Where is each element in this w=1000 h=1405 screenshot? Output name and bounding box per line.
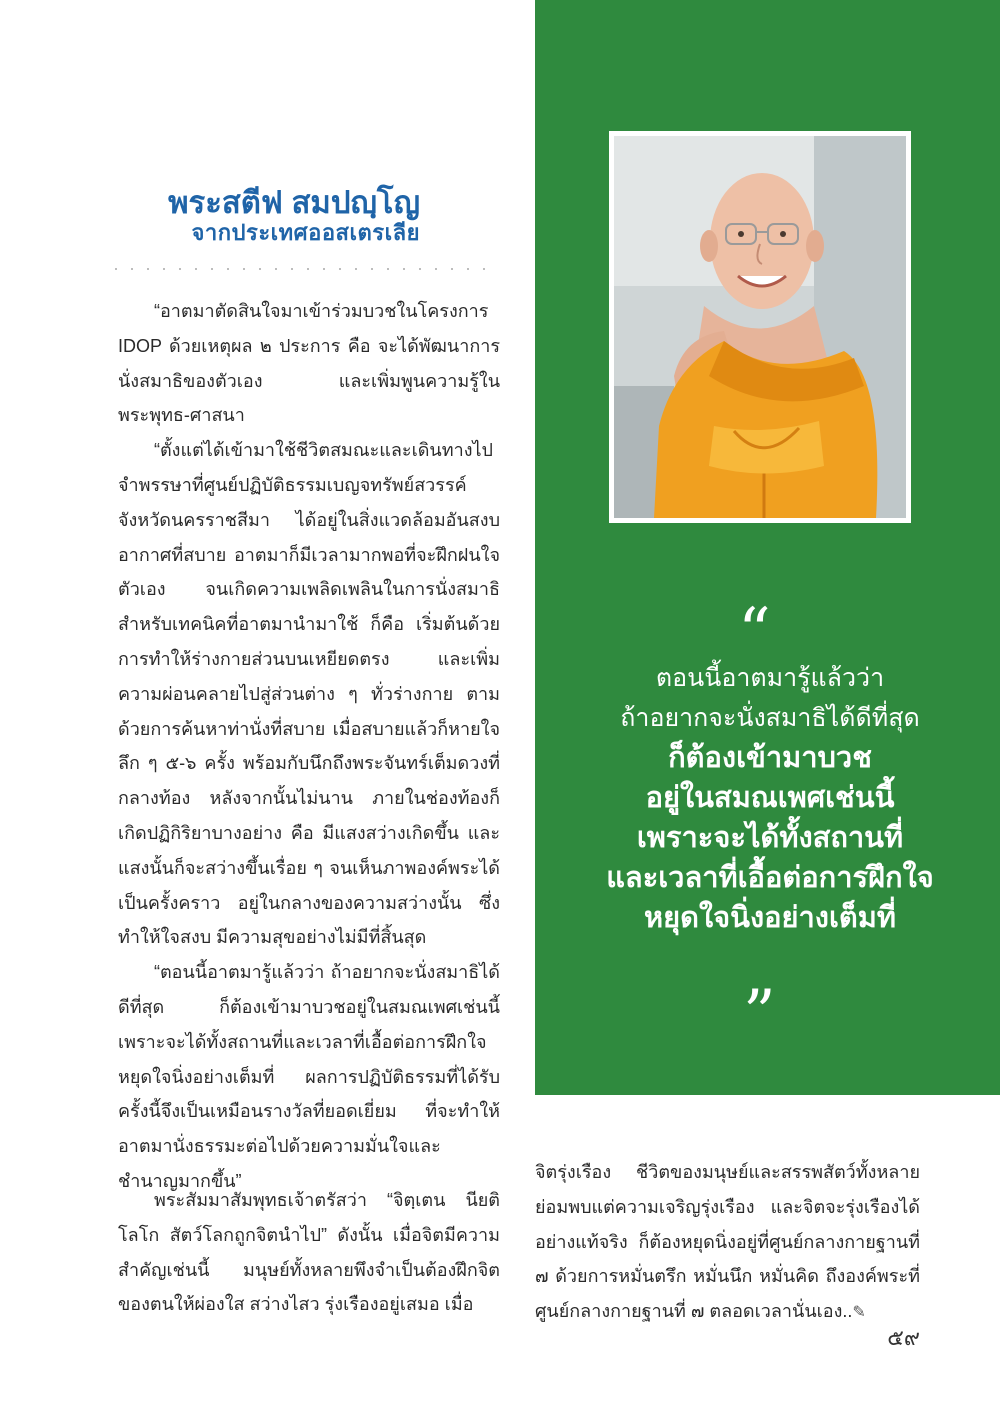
close-quote-mark: ” bbox=[743, 977, 776, 1051]
commentary-body bbox=[118, 1183, 500, 1322]
paragraph-2: “ตั้งแต่ได้เข้ามาใช้ชีวิตสมณะและเดินทางไปจำพรรษาที่ศูนย์ปฏิบัติธรรมเบญจทรัพย์สวรรค์ จังหวัดนครราชสีมา ได้อยู่ในสิ่งแวดล้อมอันสงบ อากาศที่สบาย อาตมาก็มีเวลามากพอที่จะฝึกฝนใจตัวเอง จนเกิดความเพลิดเพลินในการนั่งสมาธิ สำหรับเทคนิคที่อาตมานำมาใช้ ก็คือ เริ่มต้นด้วยการทำให้ร่างกายส่วนบนเหยียดตรง และเพิ่มความผ่อนคลายไปสู่ส่วนต่าง ๆ ทั่วร่างกาย ตามด้วยการค้นหาท่านั่งที่สบาย เมื่อสบายแล้วก็หายใจลึก ๆ ๕-๖ ครั้ง พร้อมกับนึกถึงพระจันทร์เต็มดวงที่กลางท้อง หลังจากนั้นไม่นาน ภายในช่องท้องก็เกิดปฏิกิริยาบางอย่าง คือ มีแสงสว่างเกิดขึ้น และแสงนั้นก็จะสว่างขึ้นเรื่อย ๆ จนเห็นภาพองค์พระได้เป็นครั้งคราว อยู่ในกลางของความสว่างนั้น ซึ่งทำให้ใจสงบ มีความสุขอย่างไม่มีที่สิ้นสุด bbox=[118, 440, 500, 948]
open-quote-mark: “ bbox=[738, 595, 771, 669]
pen-end-icon: ✎ bbox=[852, 1304, 866, 1322]
article-heading bbox=[100, 186, 420, 245]
pull-quote bbox=[560, 658, 980, 938]
photo-frame bbox=[609, 131, 911, 523]
dotted-divider bbox=[108, 268, 498, 270]
quote-line-6: และเวลาที่เอื้อต่อการฝึกใจ bbox=[606, 862, 934, 894]
monk-country: จากประเทศออสเตรเลีย bbox=[191, 219, 420, 245]
right-paragraph-text: จิตรุ่งเรือง ชีวิตของมนุษย์และสรรพสัตว์ทั้งหลายย่อมพบแต่ความเจริญรุ่งเรือง และจิตจะรุ่งเรืองได้อย่างแท้จริง ก็ต้องหยุดนิ่งอยู่ที่ศูนย์กลางกายฐานที่ ๗ ด้วยการหมั่นตรึก หมั่นนึก หมั่นคิด ถึงองค์พระที่ศูนย์กลางกายฐานที่ ๗ ตลอดเวลานั่นเอง.. bbox=[535, 1162, 920, 1322]
quote-line-4: อยู่ในสมณเพศเช่นนี้ bbox=[645, 782, 895, 814]
quote-line-5: เพราะจะได้ทั้งสถานที่ bbox=[636, 822, 904, 854]
right-paragraph bbox=[535, 1155, 920, 1331]
paragraph-3: “ตอนนี้อาตมารู้แล้วว่า ถ้าอยากจะนั่งสมาธิได้ดีที่สุด ก็ต้องเข้ามาบวชอยู่ในสมณเพศเช่นนี้ เพราะจะได้ทั้งสถานที่และเวลาที่เอื้อต่อการฝึกใจ หยุดใจนิ่งอย่างเต็มที่ ผลการปฏิบัติธรรมที่ได้รับครั้งนี้จึงเป็นเหมือนรางวัลที่ยอดเยี่ยม ที่จะทำให้อาตมานั่งธรรมะต่อไปด้วยความมั่นใจและชำนาญมากขึ้น” bbox=[118, 962, 500, 1191]
page-number: ๕๙ bbox=[887, 1325, 920, 1350]
paragraph-1-first-line: “อาตมาตัดสินใจมาเข้าร่วมบวชในโครงการ bbox=[154, 301, 489, 321]
monk-name: พระสตีฟ สมปญฺโญ bbox=[168, 185, 420, 220]
quote-line-7: หยุดใจนิ่งอย่างเต็มที่ bbox=[644, 902, 896, 934]
quote-line-2: ถ้าอยากจะนั่งสมาธิได้ดีที่สุด bbox=[620, 704, 920, 732]
interview-body bbox=[118, 294, 500, 1199]
paragraph-1-rest: IDOP ด้วยเหตุผล ๒ ประการ คือ จะได้พัฒนาการนั่งสมาธิของตัวเอง และเพิ่มพูนความรู้ในพระพุทธ-ศาสนา bbox=[118, 335, 500, 426]
quote-line-3: ก็ต้องเข้ามาบวช bbox=[668, 742, 872, 774]
paragraph-4: พระสัมมาสัมพุทธเจ้าตรัสว่า “จิตฺเตน นียติ โลโก สัตว์โลกถูกจิตนำไป” ดังนั้น เมื่อจิตมีความสำคัญเช่นนี้ มนุษย์ทั้งหลายพึงจำเป็นต้องฝึกจิตของตนให้ผ่องใส สว่างไสว รุ่งเรืองอยู่เสมอ เมื่อ bbox=[118, 1190, 500, 1315]
quote-line-1: ตอนนี้อาตมารู้แล้วว่า bbox=[655, 664, 885, 692]
monk-portrait-photo bbox=[614, 136, 906, 518]
monk-portrait-illustration bbox=[614, 136, 906, 518]
right-column-text bbox=[535, 1155, 920, 1331]
